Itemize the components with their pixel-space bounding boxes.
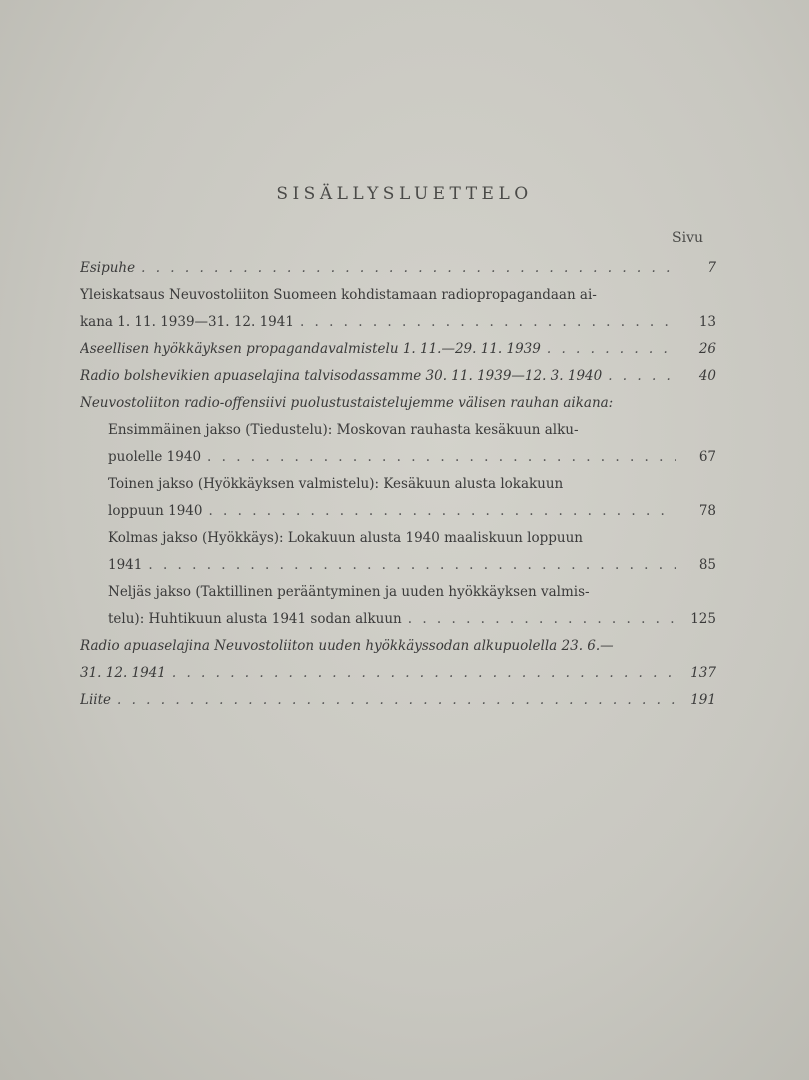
toc-entry-text: kana 1. 11. 1939—31. 12. 1941 [80,314,294,330]
page-title: SISÄLLYSLUETTELO [276,184,533,204]
toc-entry-text: Aseellisen hyökkäyksen propagandavalmistelu 1. 11.—29. 11. 1939 [80,341,541,357]
toc-entry-page: 40 [698,368,716,384]
leader-dots [207,444,676,471]
toc-entry-text: Liite [80,692,112,708]
toc-entry [80,390,716,417]
toc-entry [80,336,716,363]
toc-entry-text: 31. 12. 1941 [80,665,166,681]
toc-entry [80,687,716,714]
toc-entry [80,633,716,687]
toc-entry [80,579,716,633]
toc-entry [80,471,716,525]
toc-entry-page: 7 [707,260,716,276]
toc-entry-text: Radio bolshevikien apuaselajina talvisodassamme 30. 11. 1939—12. 3. 1940 [80,368,603,384]
toc-entry-page: 13 [698,314,716,330]
leader-dots [117,687,676,714]
leader-dots [408,606,676,633]
toc-entry-text: Yleiskatsaus Neuvostoliiton Suomeen kohdistamaan radiopropagandaan ai- [80,287,597,303]
toc-entry-text: loppuun 1940 [108,503,203,519]
toc-entry-text: telu): Huhtikuun alusta 1941 sodan alkuun [108,611,402,627]
toc-entry-text: puolelle 1940 [108,449,202,465]
leader-dots [148,552,676,579]
toc-entry-text: Toinen jakso (Hyökkäyksen valmistelu): Kesäkuun alusta lokakuun [108,476,564,492]
toc-entry-text: Neuvostoliiton radio-offensiivi puolustustaistelujemme välisen rauhan aikana: [80,395,614,411]
leader-dots [172,660,676,687]
toc-entry-text: Radio apuaselajina Neuvostoliiton uuden hyökkäyssodan alkupuolella 23. 6.— [80,638,614,654]
leader-dots [608,363,676,390]
toc-entry [80,282,716,336]
toc-entry [80,255,716,282]
leader-dots [547,336,676,363]
toc-entry-text: 1941 [108,557,143,573]
toc-entry-page: 191 [690,692,716,708]
toc-entry-page: 137 [690,665,716,681]
toc-entry-page: 78 [698,503,716,519]
page-column-header: Sivu [672,230,703,246]
toc-entry-page: 67 [698,449,716,465]
toc-entry-text: Kolmas jakso (Hyökkäys): Lokakuun alusta 1940 maaliskuun loppuun [108,530,583,546]
toc-entry-text: Ensimmäinen jakso (Tiedustelu): Moskovan rauhasta kesäkuun alku- [108,422,579,438]
toc-entry [80,525,716,579]
leader-dots [300,309,676,336]
toc-entry-text: Esipuhe [80,260,136,276]
toc-entry-text: Neljäs jakso (Taktillinen perääntyminen ja uuden hyökkäyksen valmis- [108,584,590,600]
leader-dots [141,255,676,282]
toc-entry-page: 85 [698,557,716,573]
toc-entry-page: 26 [698,341,716,357]
toc-entry [80,417,716,471]
table-of-contents [80,255,716,714]
toc-entry [80,363,716,390]
toc-entry-page: 125 [690,611,716,627]
leader-dots [208,498,676,525]
